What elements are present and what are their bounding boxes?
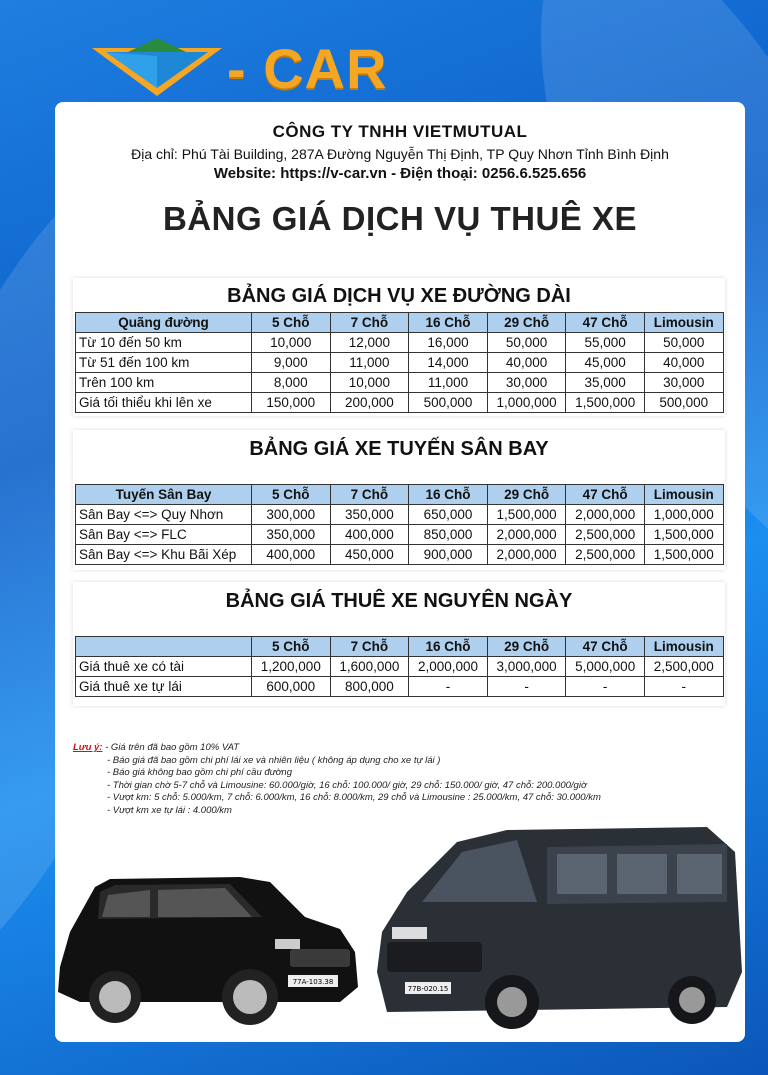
price-cell: 800,000 — [330, 677, 409, 697]
price-cell: 3,000,000 — [487, 657, 566, 677]
suv-plate-text: 77A-103.38 — [292, 978, 334, 986]
price-cell: 900,000 — [409, 545, 488, 565]
table-header: 47 Chỗ — [566, 485, 645, 505]
company-name: CÔNG TY TNHH VIETMUTUAL — [272, 122, 528, 141]
price-cell: 50,000 — [644, 333, 723, 353]
table-header: 16 Chỗ — [409, 313, 488, 333]
price-cell: 16,000 — [409, 333, 488, 353]
row-label-cell: Sân Bay <=> Quy Nhơn — [76, 505, 252, 525]
price-cell: 2,000,000 — [566, 505, 645, 525]
price-cell: 9,000 — [252, 353, 331, 373]
v-logo-icon — [92, 34, 222, 102]
row-label-cell: Giá tối thiểu khi lên xe — [76, 393, 252, 413]
long-distance-title: BẢNG GIÁ DỊCH VỤ XE ĐƯỜNG DÀI — [227, 285, 571, 307]
price-cell: 10,000 — [330, 373, 409, 393]
table-header — [76, 637, 252, 657]
row-label-cell: Trên 100 km — [76, 373, 252, 393]
table-header: 7 Chỗ — [330, 485, 409, 505]
table-header: 29 Chỗ — [487, 637, 566, 657]
price-cell: - — [644, 677, 723, 697]
table-header: 7 Chỗ — [330, 637, 409, 657]
full-day-table — [75, 636, 724, 697]
row-label-cell: Giá thuê xe tự lái — [76, 677, 252, 697]
price-cell: 450,000 — [330, 545, 409, 565]
note-line — [73, 742, 601, 755]
company-contact: Website: https://v-car.vn - Điện thoại: 0256.6.525.656 — [213, 165, 587, 182]
row-label-cell: Sân Bay <=> FLC — [76, 525, 252, 545]
price-cell: 2,000,000 — [487, 545, 566, 565]
price-cell: 2,000,000 — [409, 657, 488, 677]
table-row — [76, 353, 724, 373]
price-cell: 1,500,000 — [487, 505, 566, 525]
price-cell: 2,000,000 — [487, 525, 566, 545]
table-header: 47 Chỗ — [566, 313, 645, 333]
table-header: Limousin — [644, 313, 723, 333]
logo-text: - CAR — [227, 37, 388, 100]
price-cell: 40,000 — [487, 353, 566, 373]
table-row — [76, 373, 724, 393]
row-label-cell: Giá thuê xe có tài — [76, 657, 252, 677]
price-cell: - — [409, 677, 488, 697]
price-cell: 30,000 — [487, 373, 566, 393]
notes — [73, 742, 601, 817]
price-cell: 1,500,000 — [644, 525, 723, 545]
company-address: Địa chỉ: Phú Tài Building, 287A Đường Nguyễn Thị Định, TP Quy Nhơn Tỉnh Bình Định — [131, 146, 669, 162]
table-row — [76, 505, 724, 525]
table-header: 5 Chỗ — [252, 313, 331, 333]
price-cell: 2,500,000 — [566, 545, 645, 565]
price-cell: 11,000 — [330, 353, 409, 373]
table-row — [76, 545, 724, 565]
price-cell: 400,000 — [330, 525, 409, 545]
table-header: 5 Chỗ — [252, 637, 331, 657]
long-distance-table — [75, 312, 724, 413]
table-header: 29 Chỗ — [487, 313, 566, 333]
note-line: - Vượt km: 5 chỗ: 5.000/km, 7 chỗ: 6.000/km, 16 chỗ: 8.000/km, 29 chỗ và Limousine : 25.000/km, 47 chỗ: 30.000/km — [107, 792, 601, 803]
price-cell: 350,000 — [330, 505, 409, 525]
price-cell: 2,500,000 — [644, 657, 723, 677]
table-header: 47 Chỗ — [566, 637, 645, 657]
price-cell: 5,000,000 — [566, 657, 645, 677]
price-cell: 1,000,000 — [487, 393, 566, 413]
price-cell: 850,000 — [409, 525, 488, 545]
table-row — [76, 677, 724, 697]
table-header-row — [76, 637, 724, 657]
page-title: BẢNG GIÁ DỊCH VỤ THUÊ XE — [162, 200, 638, 237]
row-label-cell: Từ 51 đến 100 km — [76, 353, 252, 373]
price-cell: 8,000 — [252, 373, 331, 393]
airport-section — [73, 430, 725, 570]
price-cell: - — [566, 677, 645, 697]
price-cell: 40,000 — [644, 353, 723, 373]
price-cell: 35,000 — [566, 373, 645, 393]
table-header: 7 Chỗ — [330, 313, 409, 333]
note-line: - Báo giá không bao gồm chi phí cầu đường — [107, 767, 292, 778]
table-header: Tuyến Sân Bay — [76, 485, 252, 505]
table-row — [76, 393, 724, 413]
full-day-title: BẢNG GIÁ THUÊ XE NGUYÊN NGÀY — [225, 590, 573, 612]
airport-title: BẢNG GIÁ XE TUYẾN SÂN BAY — [249, 438, 549, 460]
table-row — [76, 333, 724, 353]
full-day-section — [73, 582, 725, 706]
price-cell: 1,000,000 — [644, 505, 723, 525]
price-cell: 12,000 — [330, 333, 409, 353]
suv-car-image — [55, 857, 370, 1032]
note-line: - Báo giá đã bao gồm chi phí lái xe và nhiên liệu ( không áp dụng cho xe tự lái ) — [107, 754, 441, 766]
price-cell: 500,000 — [409, 393, 488, 413]
table-header: 16 Chỗ — [409, 637, 488, 657]
row-label-cell: Từ 10 đến 50 km — [76, 333, 252, 353]
van-plate-text: 77B-020.15 — [407, 985, 449, 993]
table-row — [76, 657, 724, 677]
table-row — [76, 525, 724, 545]
price-cell: 14,000 — [409, 353, 488, 373]
row-label-cell: Sân Bay <=> Khu Bãi Xép — [76, 545, 252, 565]
airport-table — [75, 484, 724, 565]
price-cell: 45,000 — [566, 353, 645, 373]
price-cell: 200,000 — [330, 393, 409, 413]
note-text: - Giá trên đã bao gồm 10% VAT — [105, 742, 240, 753]
price-cell: 50,000 — [487, 333, 566, 353]
table-header: 29 Chỗ — [487, 485, 566, 505]
price-cell: 2,500,000 — [566, 525, 645, 545]
price-cell: - — [487, 677, 566, 697]
price-cell: 1,500,000 — [644, 545, 723, 565]
price-cell: 55,000 — [566, 333, 645, 353]
price-sheet — [55, 102, 745, 1042]
table-header: 16 Chỗ — [409, 485, 488, 505]
note-line: - Vượt km xe tự lái : 4.000/km — [107, 804, 232, 816]
notes-label: Lưu ý: — [73, 742, 103, 753]
table-header-row — [76, 313, 724, 333]
price-cell: 500,000 — [644, 393, 723, 413]
table-header: Limousin — [644, 637, 723, 657]
note-line: - Thời gian chờ 5-7 chỗ và Limousine: 60.000/giờ, 16 chỗ: 100.000/ giờ, 29 chỗ: 150.000/ giờ, 47 chỗ: 200.000/giờ — [107, 779, 587, 791]
long-distance-section — [73, 278, 725, 416]
company-info — [55, 122, 745, 182]
table-header-row — [76, 485, 724, 505]
price-cell: 1,200,000 — [252, 657, 331, 677]
price-cell: 10,000 — [252, 333, 331, 353]
table-header: Quãng đường — [76, 313, 252, 333]
price-cell: 600,000 — [252, 677, 331, 697]
table-header: Limousin — [644, 485, 723, 505]
table-header: 5 Chỗ — [252, 485, 331, 505]
price-cell: 650,000 — [409, 505, 488, 525]
price-cell: 1,500,000 — [566, 393, 645, 413]
price-cell: 30,000 — [644, 373, 723, 393]
price-cell: 1,600,000 — [330, 657, 409, 677]
price-cell: 11,000 — [409, 373, 488, 393]
price-cell: 350,000 — [252, 525, 331, 545]
van-car-image — [367, 822, 745, 1037]
brand-logo — [92, 34, 392, 102]
price-cell: 150,000 — [252, 393, 331, 413]
price-cell: 300,000 — [252, 505, 331, 525]
price-cell: 400,000 — [252, 545, 331, 565]
